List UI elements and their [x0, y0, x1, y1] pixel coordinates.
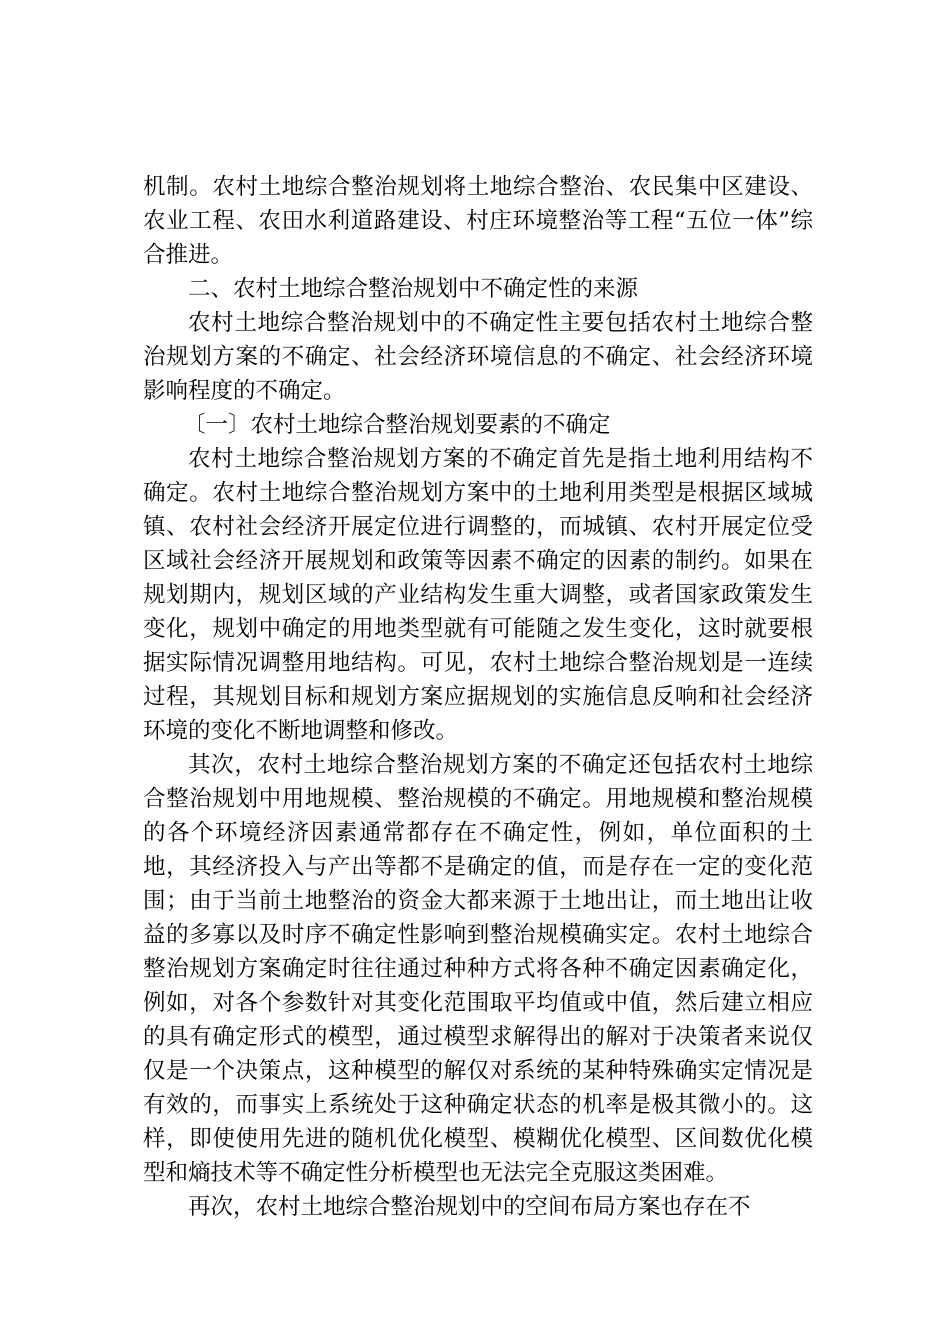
- paragraph: 农村土地综合整治规划中的不确定性主要包括农村土地综合整治规划方案的不确定、社会经济环境信息的不确定、社会经济环境影响程度的不确定。: [143, 310, 813, 404]
- paragraph: 农村土地综合整治规划方案的不确定首先是指土地利用结构不确定。农村土地综合整治规划方案中的土地利用类型是根据区域城镇、农村社会经济开展定位进行调整的，而城镇、农村开展定位受区域社会经济开展规划和政策等因素不确定的因素的制约。如果在规划期内，规划区域的产业结构发生重大调整，或者国家政策发生变化，规划中确定的用地类型就有可能随之发生变化，这时就要根据实际情况调整用地结构。可见，农村土地综合整治规划是一连续过程，其规划目标和规划方案应据规划的实施信息反响和社会经济环境的变化不断地调整和修改。: [143, 446, 813, 744]
- paragraph-continuation: 机制。农村土地综合整治规划将土地综合整治、农民集中区建设、农业工程、农田水利道路建设、村庄环境整治等工程“五位一体”综合推进。: [143, 174, 813, 268]
- section-heading: 二、农村土地综合整治规划中不确定性的来源: [188, 276, 639, 302]
- document-page: [143, 170, 813, 1224]
- paragraph: 再次，农村土地综合整治规划中的空间布局方案也存在不: [188, 1194, 751, 1220]
- subsection-heading: 〔一〕农村土地综合整治规划要素的不确定: [183, 412, 611, 438]
- paragraph: 其次，农村土地综合整治规划方案的不确定还包括农村土地综合整治规划中用地规模、整治规模的不确定。用地规模和整治规模的各个环境经济因素通常都存在不确定性，例如，单位面积的土地，其经济投入与产出等都不是确定的值，而是存在一定的变化范围；由于当前土地整治的资金大都来源于土地出让，而土地出让收益的多寡以及时序不确定性影响到整治规模确实定。农村土地综合整治规划方案确定时往往通过种种方式将各种不确定因素确定化，例如，对各个参数针对其变化范围取平均值或中值，然后建立相应的具有确定形式的模型，通过模型求解得出的解对于决策者来说仅仅是一个决策点，这种模型的解仅对系统的某种特殊确实定情况是有效的，而事实上系统处于这种确定状态的机率是极其微小的。这样，即使使用先进的随机优化模型、模糊优化模型、区间数优化模型和熵技术等不确定性分析模型也无法完全克服这类困难。: [143, 752, 813, 1186]
